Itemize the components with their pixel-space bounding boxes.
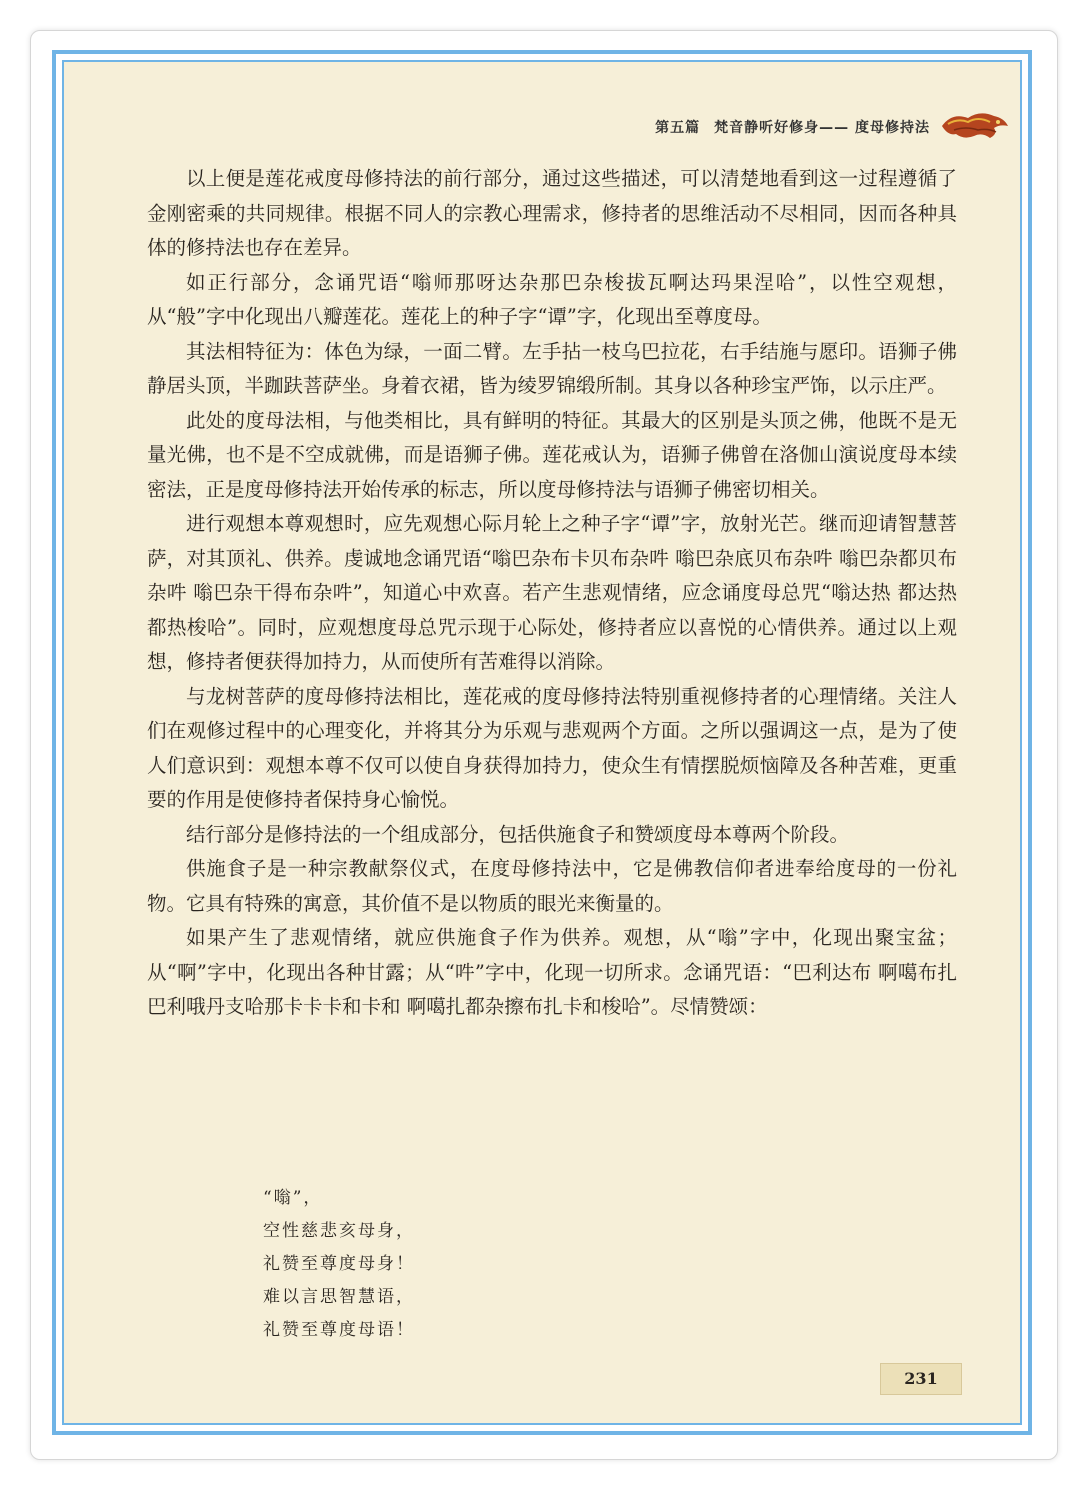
verse-line: 礼赞至尊度母身！ xyxy=(263,1254,415,1274)
chapter-title: 梵音静听好修身—— 度母修持法 xyxy=(714,120,930,136)
paragraph: 供施食子是一种宗教献祭仪式，在度母修持法中，它是佛教信仰者进奉给度母的一份礼物。它具有特殊的寓意，其价值不是以物质的眼光来衡量的。 xyxy=(147,857,957,915)
dragon-ornament-icon xyxy=(938,106,1010,142)
paragraph: 其法相特征为：体色为绿，一面二臂。左手拈一枝乌巴拉花，右手结施与愿印。语狮子佛静居头顶，半跏趺菩萨坐。身着衣裙，皆为绫罗锦缎所制。其身以各种珍宝严饰，以示庄严。 xyxy=(147,339,957,397)
verse-line: 空性慈悲亥母身， xyxy=(263,1221,415,1241)
book-page xyxy=(62,60,1022,1425)
paragraph: 进行观想本尊观想时，应先观想心际月轮上之种子字“谭”字，放射光芒。继而迎请智慧菩萨，对其顶礼、供养。虔诚地念诵咒语“嗡巴杂布卡贝布杂吽 嗡巴杂底贝布杂吽 嗡巴杂都贝布杂吽 嗡巴杂干得布杂吽”，知道心中欢喜。若产生悲观情绪，应念诵度母总咒“嗡达热 都达热 都热梭哈”。同时，应观想度母总咒示现于心际处，修持者应以喜悦的心情供养。通过以上观想，修持者便获得加持力，从而使所有苦难得以消除。 xyxy=(147,512,957,673)
running-header xyxy=(655,117,930,137)
part-label: 第五篇 xyxy=(655,120,701,136)
paragraph: 与龙树菩萨的度母修持法相比，莲花戒的度母修持法特别重视修持者的心理情绪。关注人们在观修过程中的心理变化，并将其分为乐观与悲观两个方面。之所以强调这一点，是为了使人们意识到：观想本尊不仅可以使自身获得加持力，使众生有情摆脱烦恼障及各种苦难，更重要的作用是使修持者保持身心愉悦。 xyxy=(147,684,957,811)
page-frame xyxy=(52,50,1032,1435)
verse-line: 难以言思智慧语， xyxy=(263,1287,415,1307)
paragraph: 结行部分是修持法的一个组成部分，包括供施食子和赞颂度母本尊两个阶段。 xyxy=(186,822,850,846)
verse-line: “嗡”， xyxy=(263,1188,323,1208)
paragraph: 如正行部分，念诵咒语“嗡师那呀达杂那巴杂梭拔瓦啊达玛果涅哈”，以性空观想，从“般”字中化现出八瓣莲花。莲花上的种子字“谭”字，化现出至尊度母。 xyxy=(147,270,957,328)
hymn-verse xyxy=(263,1182,415,1347)
paragraph: 以上便是莲花戒度母修持法的前行部分，通过这些描述，可以清楚地看到这一过程遵循了金刚密乘的共同规律。根据不同人的宗教心理需求，修持者的思维活动不尽相同，因而各种具体的修持法也存在差异。 xyxy=(147,167,957,259)
body-text xyxy=(147,162,957,1025)
verse-line: 礼赞至尊度母语！ xyxy=(263,1320,415,1340)
page-number: 231 xyxy=(880,1363,962,1395)
paragraph: 如果产生了悲观情绪，就应供施食子作为供养。观想，从“嗡”字中，化现出聚宝盆；从“啊”字中，化现出各种甘露；从“吽”字中，化现一切所求。念诵咒语：“巴利达布 啊噶布扎 巴利哦丹支哈那卡卡卡和卡和 啊噶扎都杂擦布扎卡和梭哈”。尽情赞颂： xyxy=(147,926,957,1018)
paragraph: 此处的度母法相，与他类相比，具有鲜明的特征。其最大的区别是头顶之佛，他既不是无量光佛，也不是不空成就佛，而是语狮子佛。莲花戒认为，语狮子佛曾在洛伽山演说度母本续密法，正是度母修持法开始传承的标志，所以度母修持法与语狮子佛密切相关。 xyxy=(147,408,957,501)
